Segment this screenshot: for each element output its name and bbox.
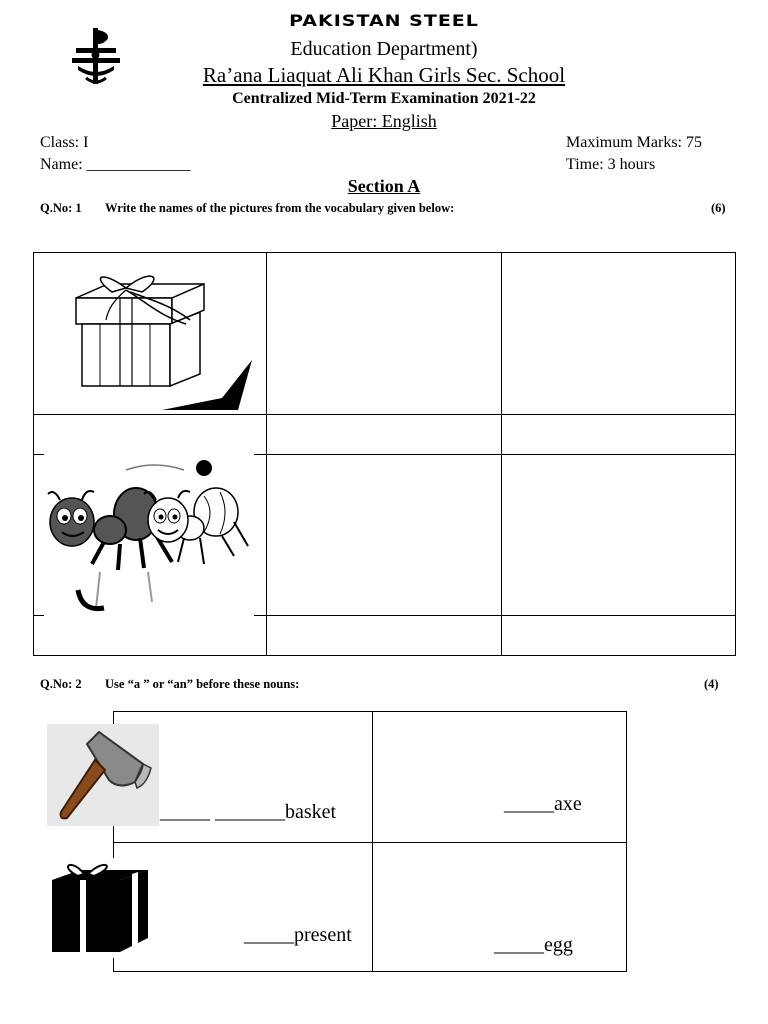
class-label: Class: I [40,134,89,151]
gift-box-picture [62,262,254,410]
q1-instruction: Write the names of the pictures from the vocabulary given below: [105,201,455,215]
q2-item-egg[interactable]: _____egg [494,934,573,956]
q1-answer-cell[interactable] [501,616,735,656]
q1-answer-cell[interactable] [501,253,735,415]
q1-answer-cell[interactable] [267,616,501,656]
q2-answer-grid [113,711,627,972]
section-title: Section A [347,176,421,196]
brand-title: PAKISTAN STEEL [289,11,479,31]
q2-marks: (4) [704,677,719,691]
q1-answer-cell[interactable] [34,616,267,656]
school-name: Ra’ana Liaquat Ali Khan Girls Sec. School [202,63,566,87]
name-field[interactable]: Name: _____________ [40,156,191,173]
exam-title: Centralized Mid-Term Examination 2021-22 [232,90,536,107]
q2-instruction: Use “a ” or “an” before these nouns: [105,677,300,691]
axe-picture [47,724,159,826]
q2-item-basket[interactable]: _____ _______basket [160,801,337,823]
max-marks: Maximum Marks: 75 [566,134,702,151]
black-present-picture [48,858,162,958]
q1-number: Q.No: 1 [40,201,82,215]
q1-answer-cell[interactable] [501,455,735,616]
q1-answer-cell[interactable] [267,415,501,455]
ants-picture [44,452,254,618]
paper-title: Paper: English [331,111,437,131]
time-limit: Time: 3 hours [566,156,656,173]
q1-answer-cell[interactable] [34,415,267,455]
q1-answer-cell[interactable] [501,415,735,455]
q1-answer-cell[interactable] [267,455,501,616]
q2-number: Q.No: 2 [40,677,82,691]
q2-cell-axe[interactable] [372,712,626,843]
q2-item-axe[interactable]: _____axe [504,793,582,815]
q2-item-present[interactable]: _____present [244,924,352,946]
department-title: Education Department) [290,38,478,60]
q1-marks: (6) [711,201,726,215]
q1-answer-cell[interactable] [267,253,501,415]
